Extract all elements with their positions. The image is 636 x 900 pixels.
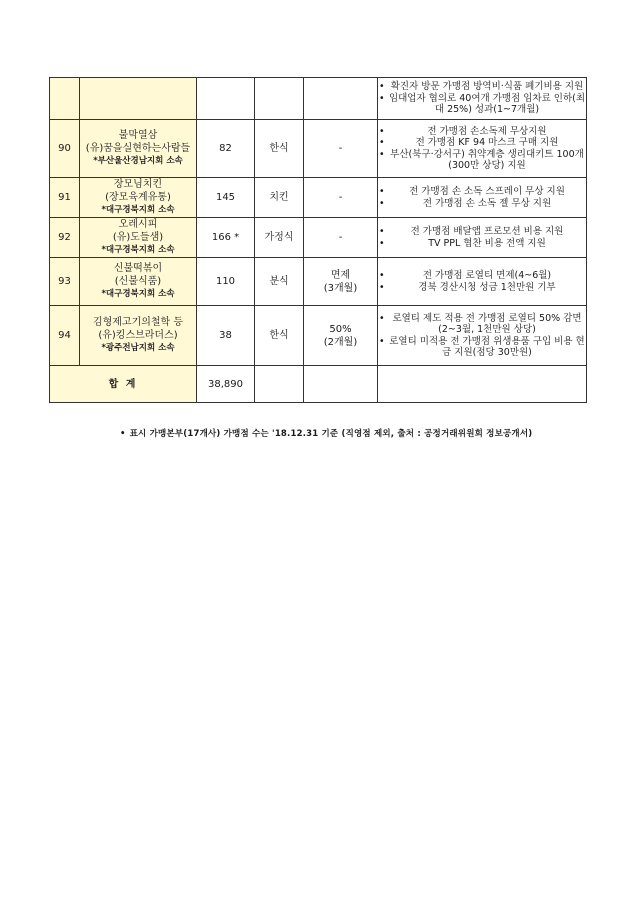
royalty-line: 50% [329, 323, 352, 335]
support-cell [378, 178, 587, 218]
empty-cell [255, 366, 304, 403]
table-row [50, 258, 587, 306]
row-number [50, 78, 80, 120]
brand-name-line: 신불떡볶이 [113, 263, 163, 274]
category: 가정식 [255, 218, 304, 258]
support-item: • 로열티 미적용 전 가맹점 위생용품 구입 비용 현금 지원(점당 30만원) [378, 336, 586, 359]
support-list [378, 81, 586, 116]
royalty-line: - [338, 192, 343, 203]
support-list [378, 226, 586, 249]
branch-label: *대구경북지회 소속 [101, 205, 175, 215]
row-number: 92 [50, 218, 80, 258]
brand-cell [80, 306, 197, 366]
brand-cell [80, 78, 197, 120]
brand-cell [80, 218, 197, 258]
store-count: 110 [197, 258, 255, 306]
support-item: • 확진자 방문 가맹점 방역비·식품 폐기비용 지원 [378, 81, 586, 93]
footnote: • 표시 가맹본부(17개사) 가맹점 수는 '18.12.31 기준 (직영점 제외, 출처 : 공정거래위원회 정보공개서) [120, 429, 533, 439]
store-count: 166 * [197, 218, 255, 258]
store-count: 38 [197, 306, 255, 366]
branch-label: *광주전남지회 소속 [101, 343, 175, 353]
brand-name-line: (신불식품) [114, 276, 162, 287]
brand-name-line: 장모님치킨 [113, 179, 163, 190]
category: 한식 [255, 306, 304, 366]
row-number: 91 [50, 178, 80, 218]
royalty-cell [304, 120, 378, 178]
total-label: 합 계 [50, 366, 197, 403]
store-count: 145 [197, 178, 255, 218]
royalty-line: (2개월) [323, 336, 358, 348]
brand-cell [80, 120, 197, 178]
total-stores: 38,890 [197, 366, 255, 403]
category [255, 78, 304, 120]
total-row [50, 366, 587, 403]
royalty-cell [304, 78, 378, 120]
support-cell [378, 306, 587, 366]
branch-label: *부산울산경남지회 소속 [93, 156, 183, 166]
bullet-icon: • [120, 429, 126, 439]
royalty-line: - [338, 143, 343, 154]
royalty-line: (3개월) [323, 282, 358, 294]
brand-name-line: (유)꿈을실현하는사람들 [85, 143, 191, 154]
support-list [378, 270, 586, 293]
store-count [197, 78, 255, 120]
brand-name-line: (장모육계유통) [105, 192, 171, 203]
franchise-support-table [49, 77, 587, 403]
royalty-cell [304, 218, 378, 258]
support-cell [378, 218, 587, 258]
support-item: • TV PPL 협찬 비용 전액 지원 [378, 238, 586, 250]
royalty-line: - [338, 232, 343, 243]
empty-cell [304, 366, 378, 403]
store-count: 82 [197, 120, 255, 178]
support-item: • 임대업자 협의로 40여개 가맹점 임차료 인하(최대 25%) 성과(1~7개월) [378, 93, 586, 116]
support-item: • 부산(북구·강서구) 취약계층 생리대키트 100개 (300만 상당) 지원 [378, 149, 586, 172]
support-list [378, 126, 586, 172]
row-number: 90 [50, 120, 80, 178]
category: 치킨 [255, 178, 304, 218]
brand-name-line: (유)도들샘) [112, 232, 164, 243]
table-row [50, 218, 587, 258]
brand-cell [80, 178, 197, 218]
royalty-cell [304, 178, 378, 218]
support-list [378, 313, 586, 359]
table-row [50, 178, 587, 218]
branch-label: *대구경북지회 소속 [101, 245, 175, 255]
royalty-cell [304, 306, 378, 366]
support-item: • 전 가맹점 로열티 면제(4~6월) [378, 270, 586, 282]
support-item: • 경북 경산시청 성금 1천만원 기부 [378, 282, 586, 294]
support-cell [378, 120, 587, 178]
support-item: • 전 가맹점 손소독제 무상지원 [378, 126, 586, 138]
table-row [50, 120, 587, 178]
row-number: 93 [50, 258, 80, 306]
support-item: • 로열티 제도 적용 전 가맹점 로열티 50% 감면(2~3월, 1천만원 상당) [378, 313, 586, 336]
support-item: • 전 가맹점 손 소독 젤 무상 지원 [378, 198, 586, 210]
brand-name-line: (유)킹스브라더스) [98, 330, 178, 341]
table-row [50, 306, 587, 366]
brand-name-line: 김형제고기의철학 등 [92, 317, 184, 328]
table-row [50, 78, 587, 120]
category: 분식 [255, 258, 304, 306]
brand-name-line: 오레시피 [118, 219, 158, 230]
brand-cell [80, 258, 197, 306]
support-cell [378, 78, 587, 120]
royalty-line: 면제 [330, 269, 351, 281]
row-number: 94 [50, 306, 80, 366]
support-item: • 전 가맹점 KF 94 마스크 구매 지원 [378, 137, 586, 149]
empty-cell [378, 366, 587, 403]
royalty-cell [304, 258, 378, 306]
category: 한식 [255, 120, 304, 178]
support-list [378, 186, 586, 209]
branch-label: *대구경북지회 소속 [101, 289, 175, 299]
support-item: • 전 가맹점 손 소독 스프레이 무상 지원 [378, 186, 586, 198]
brand-name-line: 불막열삼 [118, 130, 158, 141]
support-item: • 전 가맹점 배달앱 프로모션 비용 지원 [378, 226, 586, 238]
support-cell [378, 258, 587, 306]
